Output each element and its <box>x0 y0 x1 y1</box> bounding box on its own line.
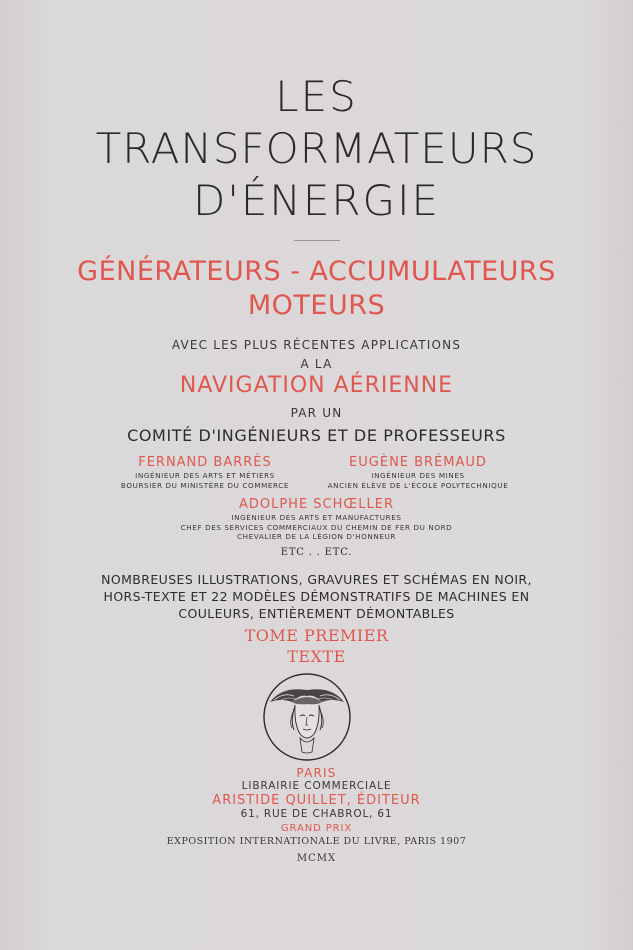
author-desc: BOURSIER DU MINISTÈRE DU COMMERCE <box>120 480 290 490</box>
applications-line-1: AVEC LES PLUS RÉCENTES APPLICATIONS <box>171 338 462 352</box>
title-line-2: TRANSFORMATEURS <box>95 124 538 173</box>
volume-block <box>0 625 633 667</box>
subtitle-line-1: GÉNÉRATEURS - ACCUMULATEURS <box>77 256 556 287</box>
applications-line-3: PAR UN <box>290 406 343 420</box>
applications-line-2: A LA <box>300 357 333 371</box>
author-name: ADOLPHE SCHŒLLER <box>238 497 395 512</box>
volume-tome: TOME PREMIER <box>244 626 389 645</box>
publisher-editor: ARISTIDE QUILLET, ÉDITEUR <box>212 793 421 808</box>
author-desc: INGÉNIEUR DES ARTS ET MANUFACTURES <box>231 513 402 522</box>
author-desc: ANCIEN ÉLÈVE DE L'ÉCOLE POLYTECHNIQUE <box>327 480 509 490</box>
author-desc: CHEF DES SERVICES COMMERCIAUX DU CHEMIN DE FER DU NORD <box>180 522 453 532</box>
description-block <box>0 571 633 622</box>
author-name: FERNAND BARRÈS <box>138 455 272 470</box>
description-line-3: COULEURS, ENTIÈREMENT DÉMONTABLES <box>178 606 455 621</box>
winged-helmet-head-emblem-icon <box>262 672 352 762</box>
title-line-1: LES <box>275 72 358 121</box>
title-line-3: D'ÉNERGIE <box>192 176 441 225</box>
description-line-2: HORS-TEXTE ET 22 MODÈLES DÉMONSTRATIFS DE MACHINES EN <box>103 589 530 604</box>
publisher-city: PARIS <box>296 766 337 780</box>
etc-line: ETC . . ETC. <box>280 547 353 558</box>
volume-part: TEXTE <box>287 647 346 666</box>
author-bremaud <box>318 455 518 490</box>
committee-line: COMITÉ D'INGÉNIEURS ET DE PROFESSEURS <box>127 426 506 445</box>
publisher-library: LIBRAIRIE COMMERCIALE <box>241 780 392 792</box>
publisher-address: 61, RUE DE CHABROL, 61 <box>240 808 393 820</box>
publisher-exposition: EXPOSITION INTERNATIONALE DU LIVRE, PARIS 1907 <box>166 836 467 847</box>
publication-year: MCMX <box>296 853 337 864</box>
author-barres <box>110 455 300 490</box>
description-line-1: NOMBREUSES ILLUSTRATIONS, GRAVURES ET SCHÉMAS EN NOIR, <box>101 572 532 587</box>
author-name: EUGÈNE BRÉMAUD <box>349 455 487 470</box>
author-schoeller <box>0 497 633 542</box>
author-desc: INGÉNIEUR DES ARTS ET MÉTIERS <box>135 471 275 480</box>
author-desc: CHEVALIER DE LA LÉGION D'HONNEUR <box>237 532 396 541</box>
applications-highlight: NAVIGATION AÉRIENNE <box>179 373 454 398</box>
subtitle-line-2: MOTEURS <box>247 290 386 321</box>
publisher-prize: GRAND PRIX <box>280 823 353 834</box>
title-divider <box>294 240 340 241</box>
author-desc: INGÉNIEUR DES MINES <box>371 471 465 480</box>
